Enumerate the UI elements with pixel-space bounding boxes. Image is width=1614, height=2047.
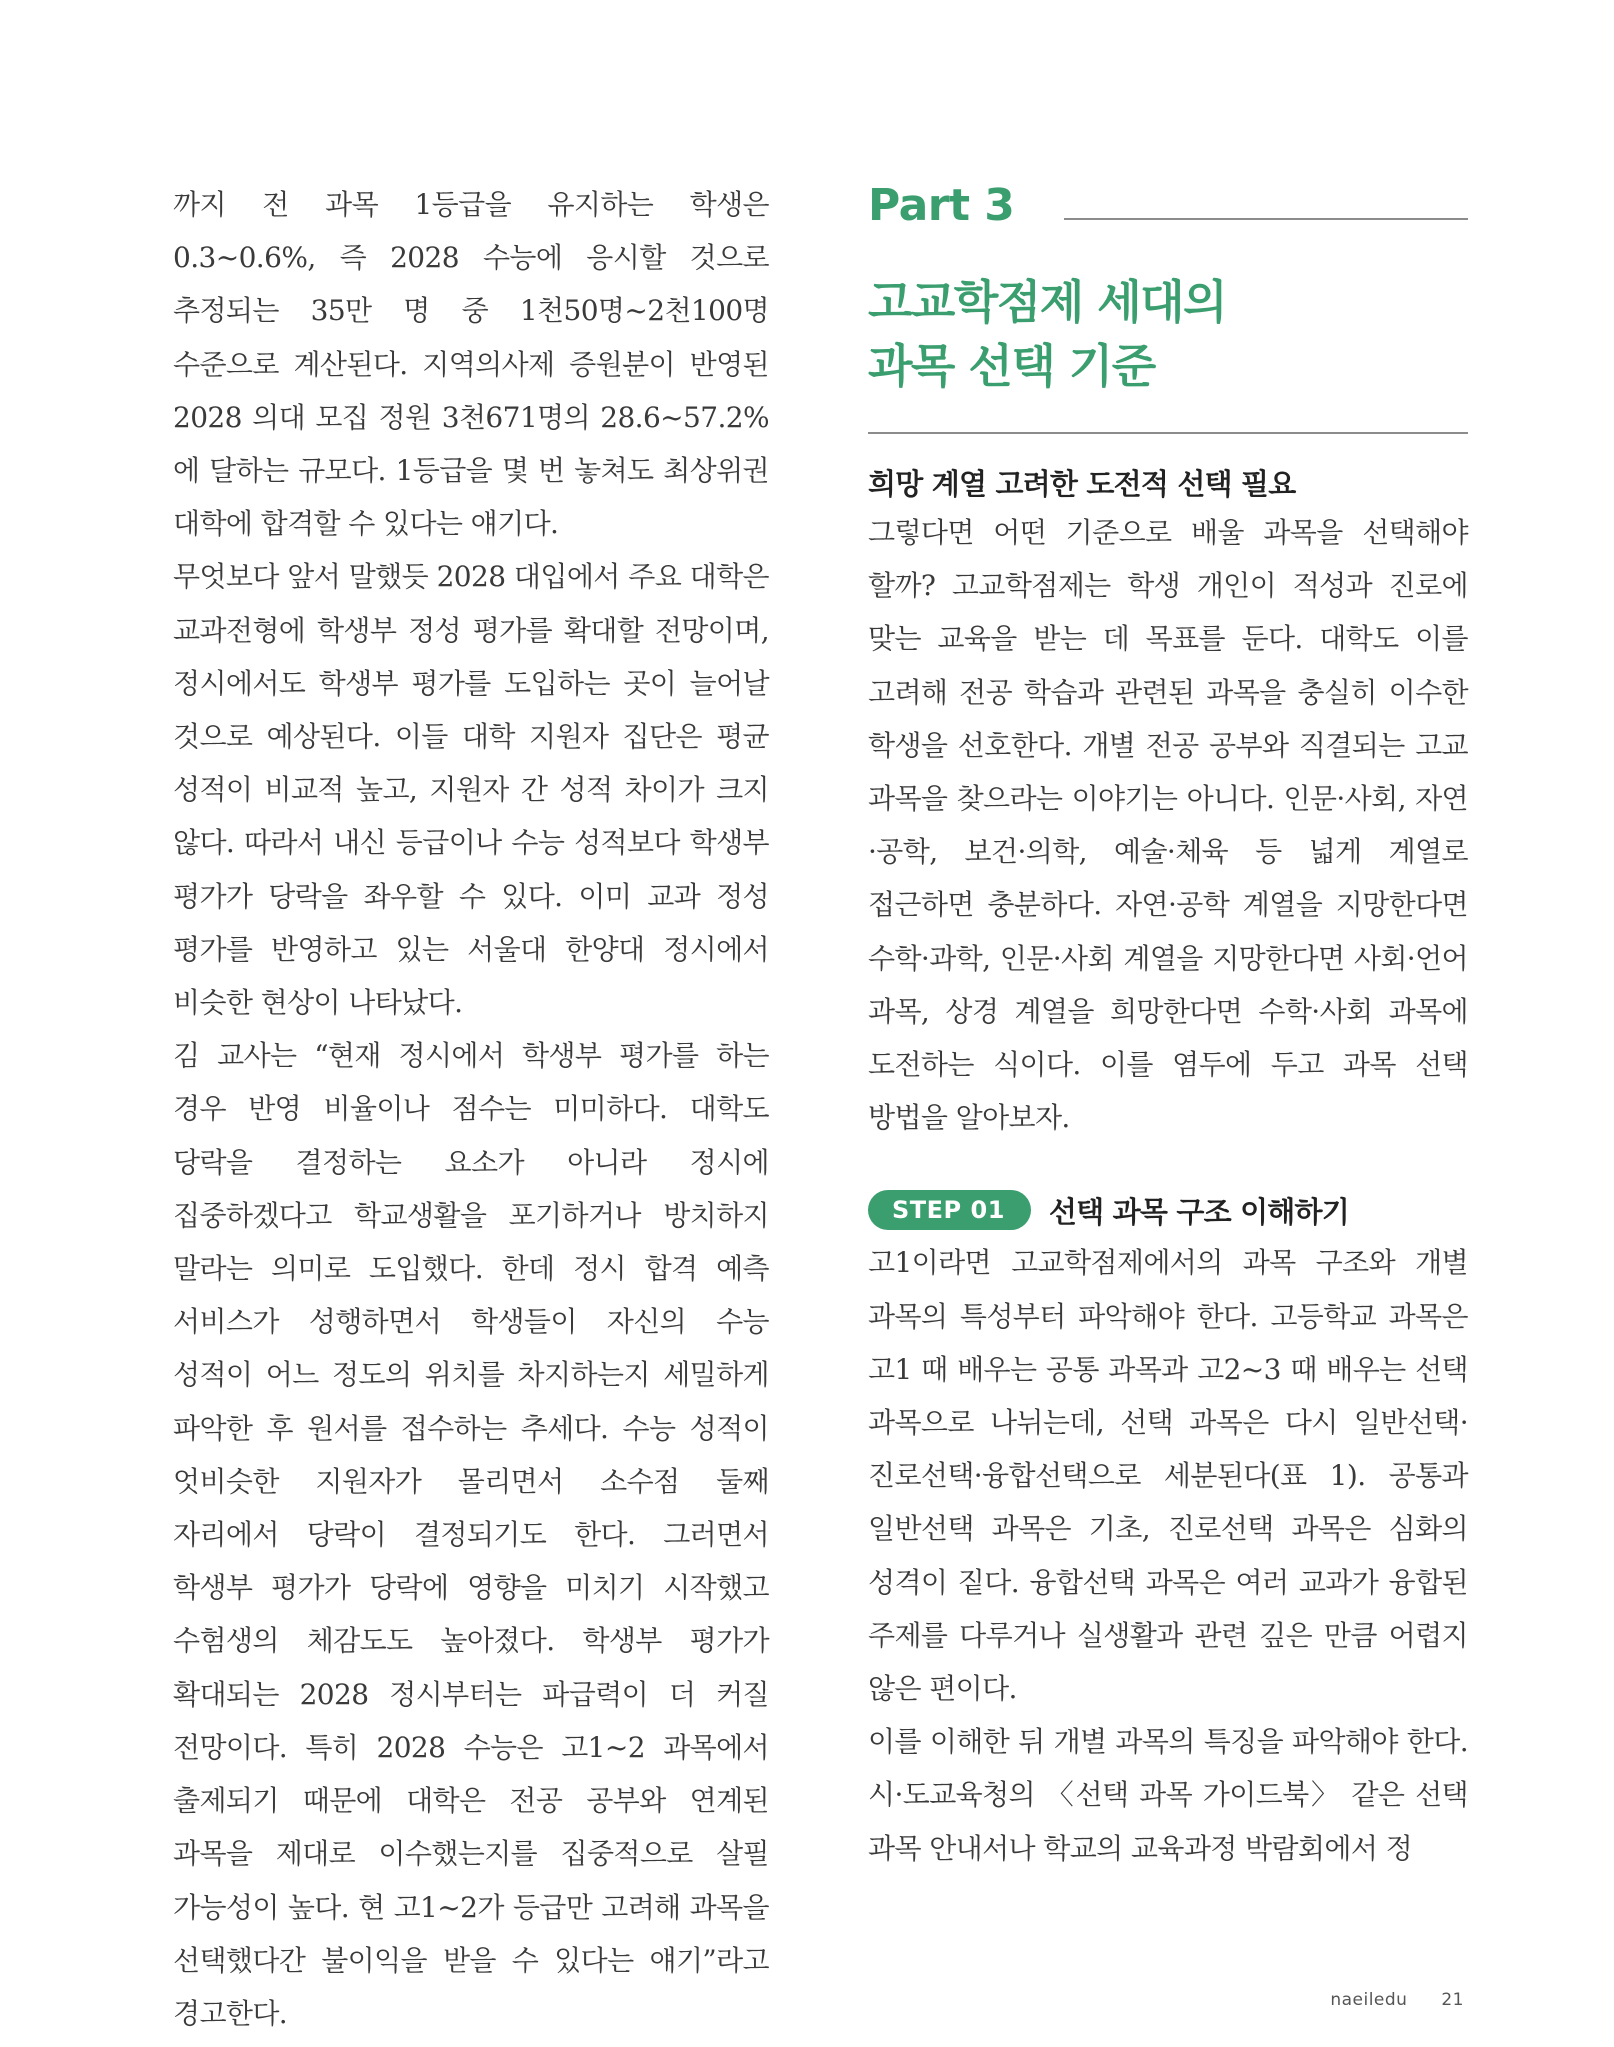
part-divider xyxy=(1064,218,1468,220)
section-title-line1: 고교학점제 세대의 xyxy=(868,275,1227,329)
section-title xyxy=(868,270,1468,398)
right-column xyxy=(868,178,1468,1875)
step-badge: STEP 01 xyxy=(868,1190,1031,1230)
body-paragraph: 김 교사는 “현재 정시에서 학생부 평가를 하는 경우 반영 비율이나 점수는 미미하다. 대학도 당락을 결정하는 요소가 아니라 정시에 집중하겠다고 학교생활을 포기하거나 방치하지 말라는 의미로 도입했다. 한데 정시 합격 예측 서비스가 성행하면서 학생들이 자신의 수능 성적이 어느 정도의 위치를 차지하는지 세밀하게 파악한 후 원서를 접수하는 추세다. 수능 성적이 엇비슷한 지원자가 몰리면서 소수점 둘째 자리에서 당락이 결정되기도 한다. 그러면서 학생부 평가가 당락에 영향을 미치기 시작했고 수험생의 체감도도 높아졌다. 학생부 평가가 확대되는 2028 정시부터는 파급력이 더 커질 전망이다. 특히 2028 수능은 고1~2 과목에서 출제되기 때문에 대학은 전공 공부와 연계된 과목을 제대로 이수했는지를 집중적으로 살필 가능성이 높다. 현 고1~2가 등급만 고려해 과목을 선택했다간 불이익을 받을 수 있다는 얘기”라고 경고한다. xyxy=(173,1039,769,2030)
step-paragraph: 이를 이해한 뒤 개별 과목의 특징을 파악해야 한다. 시·도교육청의 〈선택 과목 가이드북〉 같은 선택 과목 안내서나 학교의 교육과정 박람회에서 정 xyxy=(868,1725,1468,1865)
left-column xyxy=(173,178,769,2040)
step-paragraph: 고1이라면 고교학점제에서의 과목 구조와 개별 과목의 특성부터 파악해야 한다. 고등학교 과목은 고1 때 배우는 공통 과목과 고2~3 때 배우는 선택 과목으로 나뉘는데, 선택 과목은 다시 일반선택·진로선택·융합선택으로 세분된다(표 1). 공통과 일반선택 과목은 기초, 진로선택 과목은 심화의 성격이 짙다. 융합선택 과목은 여러 교과가 융합된 주제를 다루거나 실생활과 관련 깊은 만큼 어렵지 않은 편이다. xyxy=(868,1246,1468,1706)
step-header xyxy=(868,1188,1468,1232)
subheading: 희망 계열 고려한 도전적 선택 필요 xyxy=(868,467,1296,501)
footer-brand: naeiledu xyxy=(1330,1990,1408,2010)
body-paragraph: 무엇보다 앞서 말했듯 2028 대입에서 주요 대학은 교과전형에 학생부 정성 평가를 확대할 전망이며, 정시에서도 학생부 평가를 도입하는 곳이 늘어날 것으로 예상된다. 이들 대학 지원자 집단은 평균 성적이 비교적 높고, 지원자 간 성적 차이가 크지 않다. 따라서 내신 등급이나 수능 성적보다 학생부 평가가 당락을 좌우할 수 있다. 이미 교과 정성 평가를 반영하고 있는 서울대 한양대 정시에서 비슷한 현상이 나타났다. xyxy=(173,560,769,1020)
section-title-line2: 과목 선택 기준 xyxy=(868,339,1155,393)
intro-paragraph: 그렇다면 어떤 기준으로 배울 과목을 선택해야 할까? 고교학점제는 학생 개인이 적성과 진로에 맞는 교육을 받는 데 목표를 둔다. 대학도 이를 고려해 전공 학습과 관련된 과목을 충실히 이수한 학생을 선호한다. 개별 전공 공부와 직결되는 고교 과목을 찾으라는 이야기는 아니다. 인문·사회, 자연·공학, 보건·의학, 예술·체육 등 넓게 계열로 접근하면 충분하다. 자연·공학 계열을 지망한다면 수학·과학, 인문·사회 계열을 지망한다면 사회·언어 과목, 상경 계열을 희망한다면 수학·사회 과목에 도전하는 식이다. 이를 염두에 두고 과목 선택 방법을 알아보자. xyxy=(868,516,1468,1135)
body-paragraph: 까지 전 과목 1등급을 유지하는 학생은 0.3~0.6%, 즉 2028 수능에 응시할 것으로 추정되는 35만 명 중 1천50명~2천100명 수준으로 계산된다. 지역의사제 증원분이 반영된 2028 의대 모집 정원 3천671명의 28.6~57.2%에 달하는 규모다. 1등급을 몇 번 놓쳐도 최상위권 대학에 합격할 수 있다는 얘기다. xyxy=(173,188,769,541)
part-label: Part 3 xyxy=(868,180,1015,231)
step-title: 선택 과목 구조 이해하기 xyxy=(1048,1194,1349,1229)
part-header xyxy=(868,178,1468,250)
page-footer xyxy=(1330,1990,1464,2010)
title-divider xyxy=(868,432,1468,434)
page-number: 21 xyxy=(1441,1990,1464,2010)
